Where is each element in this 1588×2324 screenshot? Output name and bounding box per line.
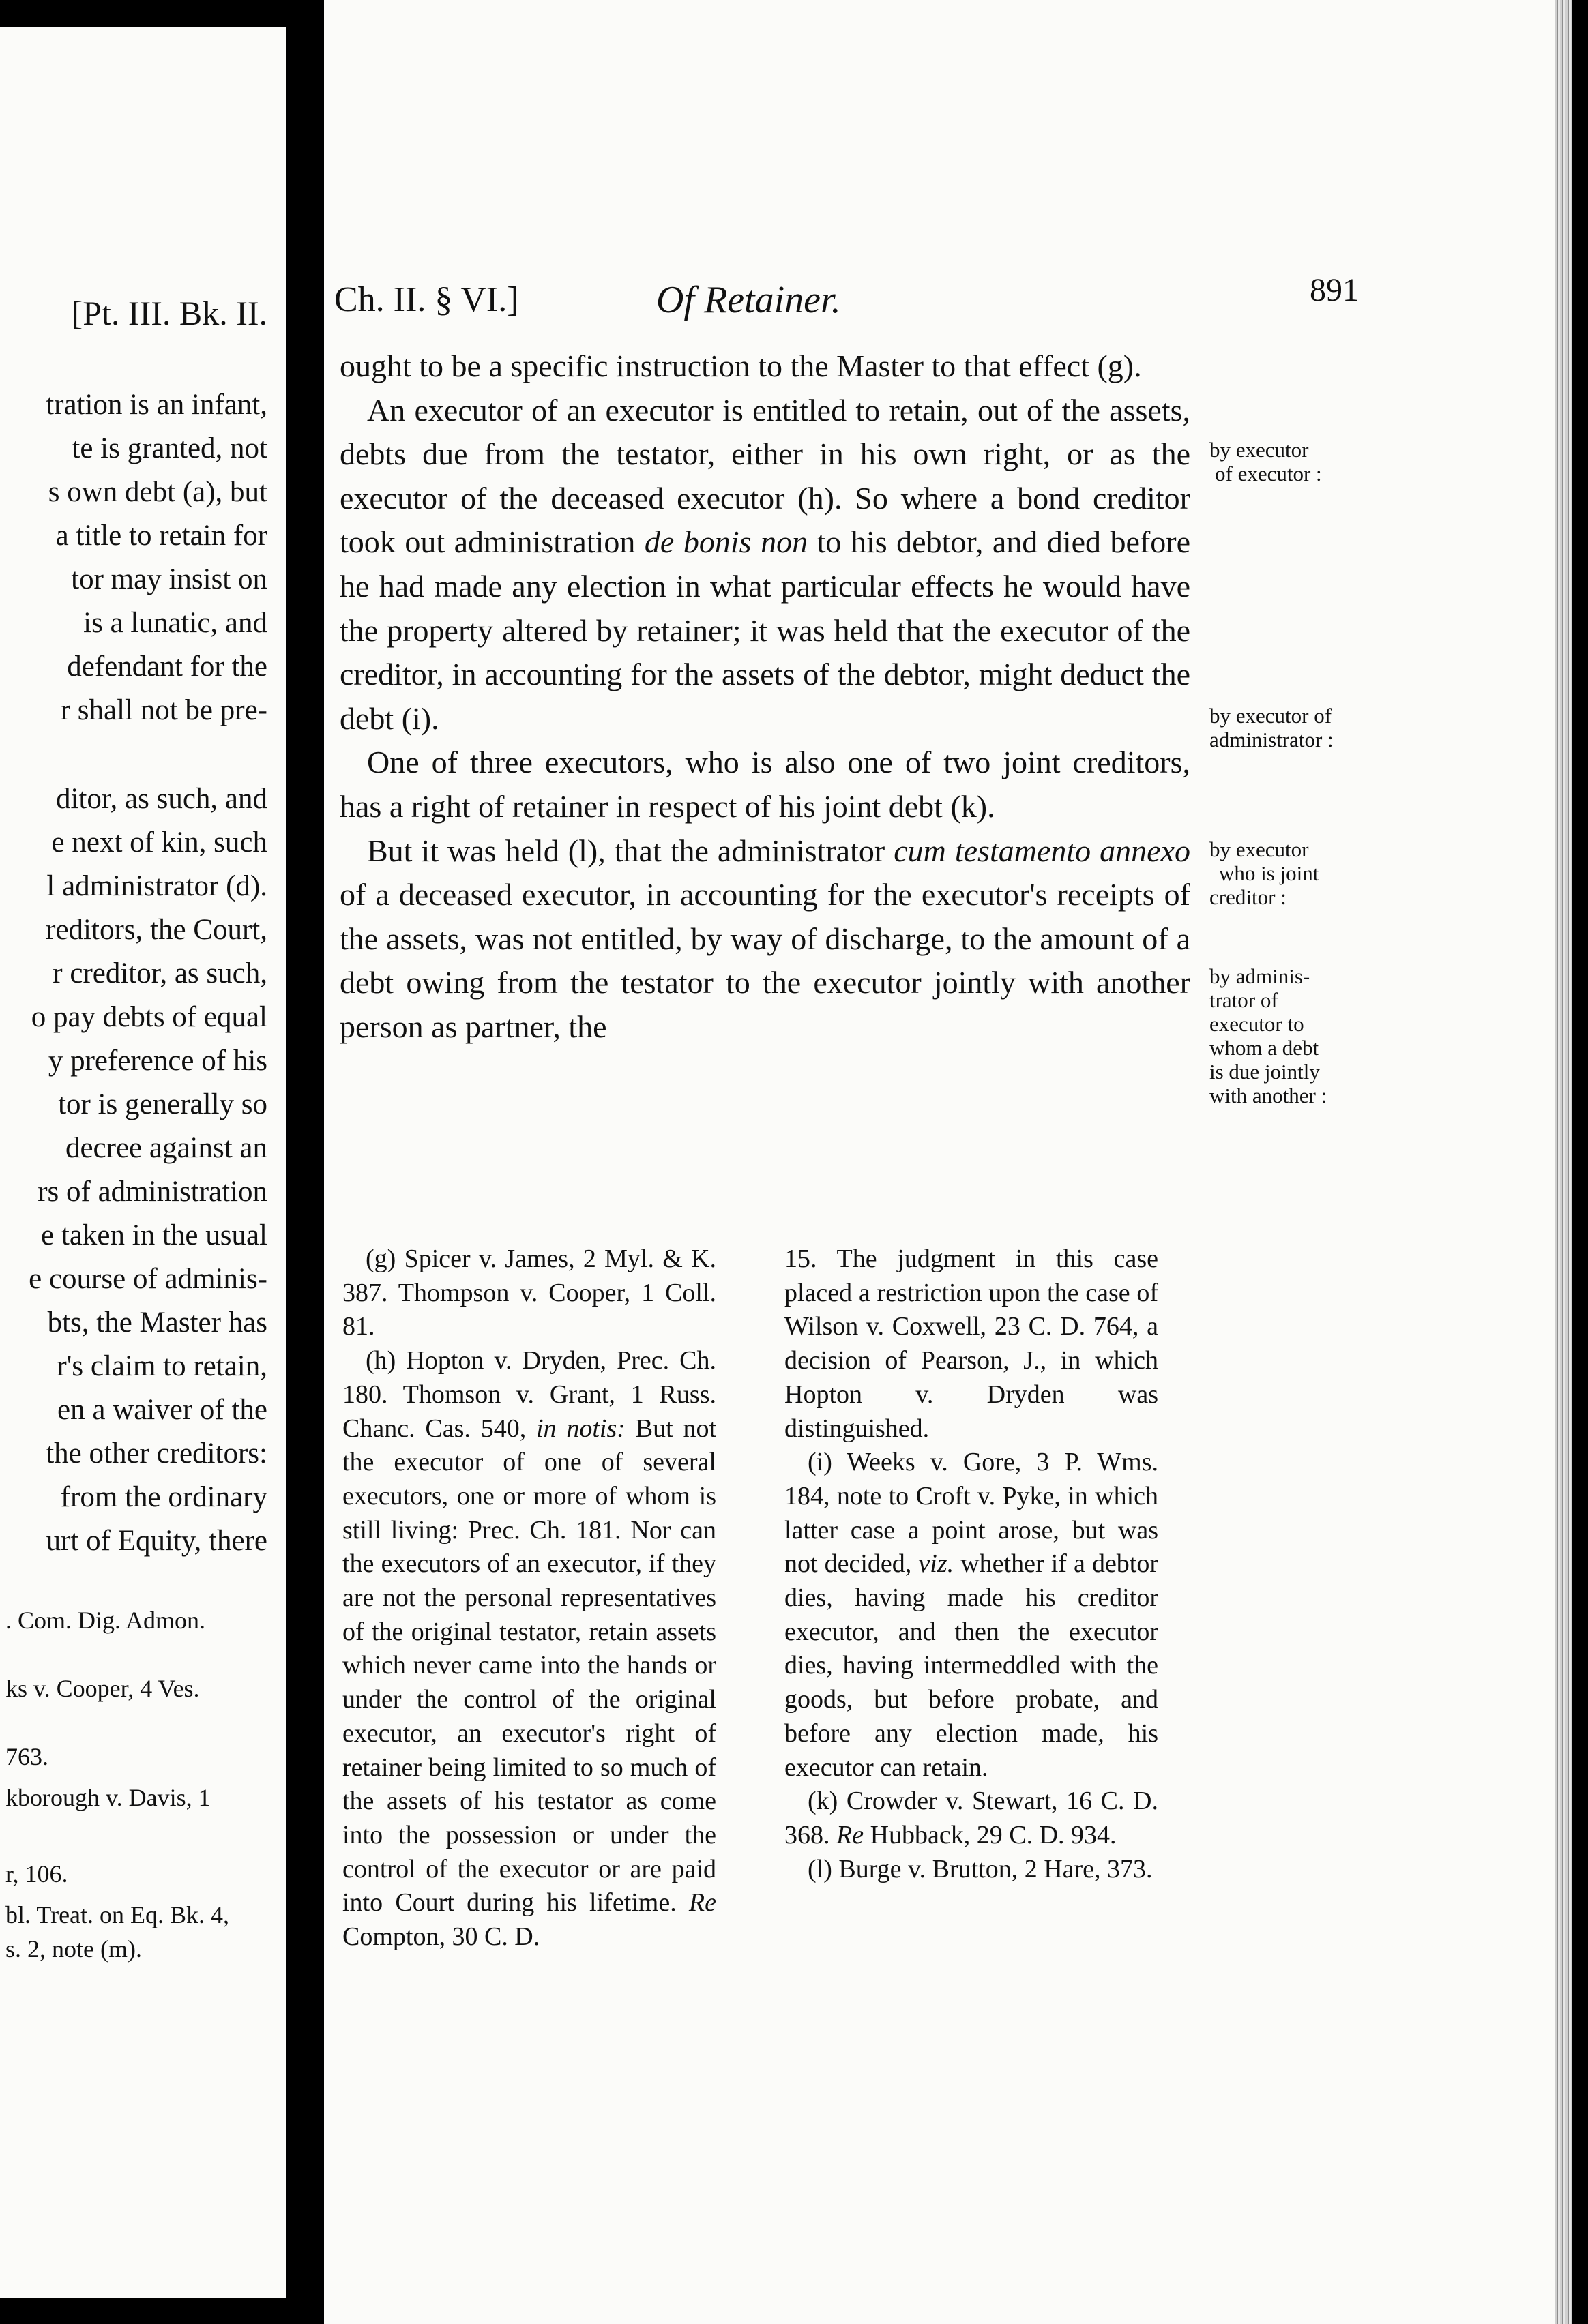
left-text-line: l administrator (d). — [46, 870, 267, 902]
italic-phrase: in notis: — [536, 1414, 626, 1443]
text-run: (h) Hopton v. Dryden, Prec. Ch. 180. Thomson v. Grant, 1 Russ. Chanc. Cas. 540, — [342, 1346, 716, 1443]
paragraph — [340, 389, 1190, 741]
footnotes-right-column — [784, 1242, 1158, 1886]
margin-note — [1209, 704, 1334, 751]
text-run: whether if a debtor dies, having made his creditor executor, and then the executor dies, having intermeddled with the goods, but before probate, and before any election made, his executor can retain. — [784, 1549, 1159, 1782]
margin-note — [1209, 837, 1319, 909]
chapter-section-header: Ch. II. § VI.] — [334, 280, 519, 319]
page-edges — [1555, 0, 1572, 2324]
left-text-line: r shall not be pre- — [60, 694, 267, 726]
left-page-header: [Pt. III. Bk. II. — [71, 294, 267, 332]
margin-note-line: creditor : — [1209, 885, 1286, 909]
margin-note-line: of executor : — [1215, 462, 1322, 486]
left-text-line: tor is generally so — [58, 1088, 267, 1120]
left-text-line: reditors, the Court, — [46, 914, 267, 946]
footnotes-left-column — [342, 1242, 716, 1954]
footnote — [784, 1785, 1158, 1852]
paragraph — [340, 829, 1190, 1049]
text-run: to his debtor, and died before he had made any election in what particular effects he would have the property altered by retainer; it was held that the executor of the creditor, in accounting for the assets of the debtor, might deduct the debt (i). — [340, 524, 1191, 736]
text-run: of a deceased executor, in accounting for the executor's receipts of the assets, was not entitled, by way of discharge, to the amount of a debt owing from the testator to the executor jointly with another person as partner, the — [340, 877, 1190, 1044]
margin-note-line: by executor — [1209, 438, 1309, 462]
left-text-line: tor may insist on — [71, 563, 267, 595]
left-footnote-line: 763. — [5, 1743, 48, 1770]
left-text-line: defendant for the — [67, 651, 267, 683]
left-text-line: is a lunatic, and — [83, 607, 267, 639]
left-footnote-line: r, 106. — [5, 1860, 68, 1888]
paragraph: ought to be a specific instruction to the Master to that effect (g). — [340, 348, 1142, 383]
margin-note — [1209, 438, 1322, 486]
margin-note-line: with another : — [1209, 1084, 1327, 1107]
left-text-line: o pay debts of equal — [31, 1001, 267, 1033]
margin-note-line: executor to — [1209, 1012, 1304, 1036]
left-footnote-line: kborough v. Davis, 1 — [5, 1784, 211, 1811]
italic-phrase: cum testamento annexo — [894, 833, 1191, 868]
page-number: 891 — [1310, 272, 1359, 308]
left-text-line: r creditor, as such, — [53, 957, 267, 989]
left-text-line: from the ordinary — [60, 1481, 267, 1513]
footnote: 15. The judgment in this case placed a restriction upon the case of Wilson v. Coxwell, 23 C. D. 764, a decision of Pearson, J., in which Hopton v. Dryden was distinguished. — [784, 1245, 1158, 1443]
body-text — [340, 344, 1190, 1049]
margin-note-line: trator of — [1209, 988, 1278, 1012]
paragraph: One of three executors, who is also one of two joint creditors, has a right of retainer in respect of his joint debt (k). — [340, 745, 1190, 824]
margin-note-line: by executor — [1209, 837, 1309, 861]
italic-phrase: viz. — [918, 1549, 954, 1579]
left-text-line: bts, the Master has — [47, 1307, 267, 1339]
left-footnote-line: ks v. Cooper, 4 Ves. — [5, 1675, 200, 1702]
text-run: Compton, 30 C. D. — [342, 1922, 540, 1952]
left-footnote-line: . Com. Dig. Admon. — [5, 1607, 206, 1634]
footnote — [342, 1344, 716, 1954]
margin-note-line: by executor of — [1209, 704, 1332, 728]
italic-phrase: de bonis non — [644, 524, 808, 560]
margin-note-line: administrator : — [1209, 728, 1334, 751]
left-text-line: s own debt (a), but — [48, 476, 267, 508]
footnote — [784, 1446, 1158, 1785]
margin-note-line: who is joint — [1219, 861, 1319, 885]
left-text-line: the other creditors: — [46, 1437, 267, 1470]
left-page — [0, 27, 286, 2298]
margin-note-line: whom a debt — [1209, 1036, 1319, 1060]
footnote: (l) Burge v. Brutton, 2 Hare, 373. — [808, 1854, 1153, 1883]
text-run: Hubback, 29 C. D. 934. — [870, 1820, 1117, 1849]
footnote: (g) Spicer v. James, 2 Myl. & K. 387. Thompson v. Cooper, 1 Coll. 81. — [342, 1245, 716, 1341]
left-footnote-line: bl. Treat. on Eq. Bk. 4, — [5, 1901, 230, 1928]
margin-note — [1209, 964, 1327, 1107]
left-text-line: a title to retain for — [55, 520, 267, 552]
text-run: But it was held (l), that the administrator — [367, 833, 885, 868]
book-gutter — [286, 0, 324, 2324]
left-text-line: e taken in the usual — [41, 1219, 267, 1251]
left-text-line: e next of kin, such — [51, 826, 267, 859]
left-text-line: tration is an infant, — [46, 389, 267, 421]
margin-note-line: by adminis- — [1209, 964, 1310, 988]
left-text-line: r's claim to retain, — [57, 1350, 267, 1382]
text-run: An executor of an executor is entitled to retain, out of the assets, debts due from the testator, either in his own right, or as the executor of the deceased executor (h). So where a bond creditor took out administration — [340, 392, 1190, 560]
left-footnote-line: s. 2, note (m). — [5, 1935, 142, 1963]
left-text-line: ditor, as such, and — [56, 783, 267, 815]
italic-phrase: Re — [836, 1820, 864, 1849]
left-text-line: urt of Equity, there — [46, 1525, 267, 1557]
margin-note-line: is due jointly — [1209, 1060, 1320, 1084]
italic-phrase: Re — [688, 1888, 716, 1918]
left-text-line: rs of administration — [38, 1176, 267, 1208]
left-text-line: en a waiver of the — [57, 1394, 267, 1426]
left-text-line: y preference of his — [48, 1045, 267, 1077]
text-run: But not the executor of one of several executors, one or more of whom is still living: Prec. Ch. 181. Nor can the executors of an executor, if they are not the personal representatives of the original testator, retain assets which never came into the hands or under the control of the original executor, an executor's right of retainer being limited to so much of the assets of his testator as come into the possession or under the control of the executor or are paid into Court during his lifetime. — [342, 1414, 716, 1918]
left-text-line: te is granted, not — [72, 432, 267, 464]
running-title: Of Retainer. — [656, 279, 841, 321]
left-text-line: e course of adminis- — [29, 1263, 267, 1295]
text-run: (i) Weeks v. Gore, 3 P. Wms. 184, note to Croft v. Pyke, in which latter case a point arose, but was not decided, — [784, 1448, 1158, 1579]
text-run: (k) Crowder v. Stewart, 16 C. D. 368. — [784, 1787, 1158, 1849]
left-text-line: decree against an — [65, 1132, 267, 1164]
